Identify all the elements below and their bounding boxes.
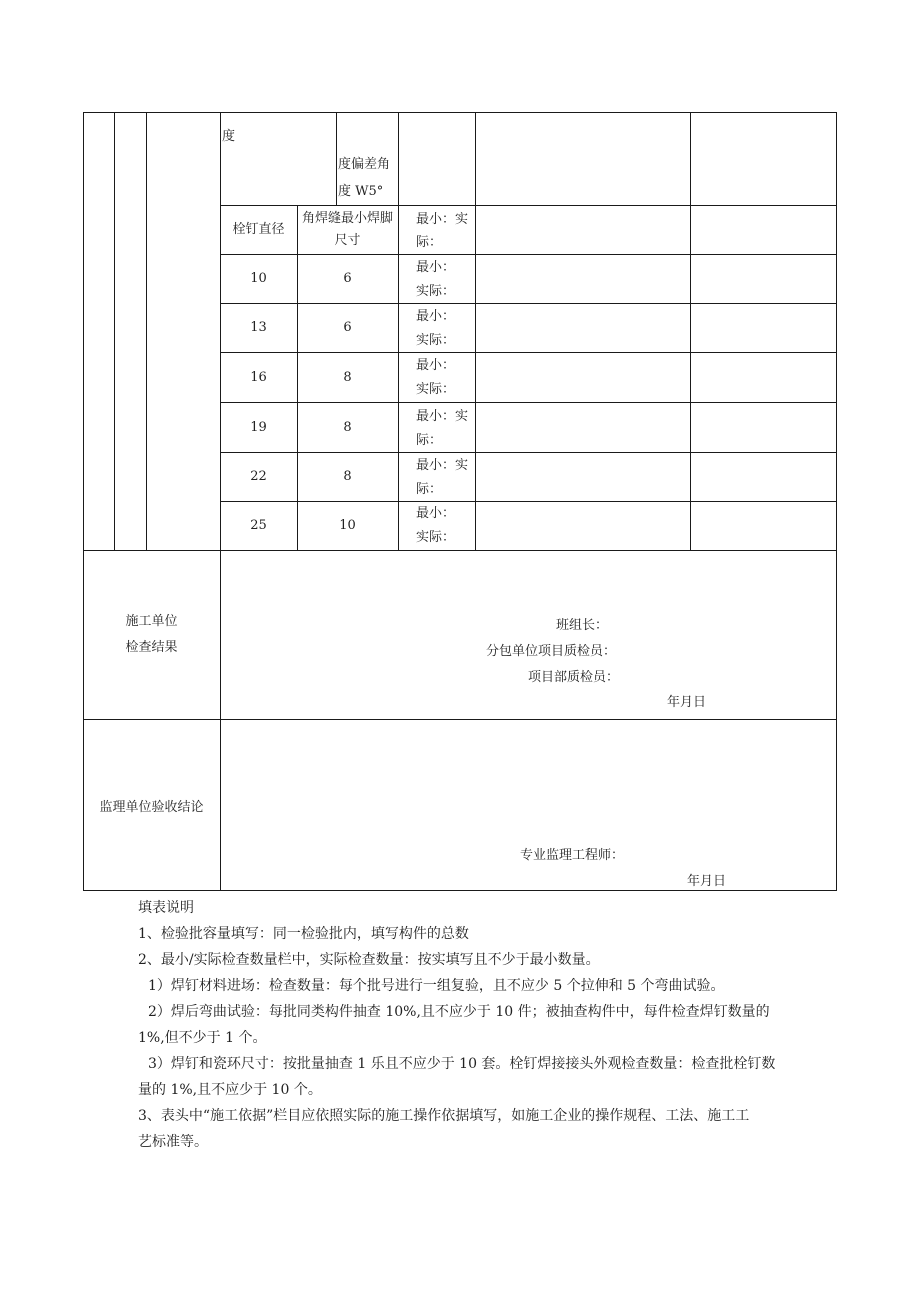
construction-label-line1: 施工单位 bbox=[125, 614, 178, 629]
notes-line: 1、检验批容量填写：同一检验批内，填写构件的总数 bbox=[138, 926, 469, 942]
stud-diameter: 16 bbox=[250, 370, 267, 385]
notes-line: 2）焊后弯曲试验：每批同类构件抽查 10%,且不应少于 10 件；被抽查构件中，每件检查焊钉数量的 bbox=[148, 1004, 770, 1020]
check-actual: 实际： bbox=[416, 382, 456, 397]
check-min: 最小：实 bbox=[416, 409, 469, 424]
stud-diameter: 25 bbox=[250, 518, 267, 533]
notes-line: 1）焊钉材料进场：检查数量：每个批号进行一组复验，且不应少 5 个拉伸和 5 个弯曲试验。 bbox=[148, 978, 725, 994]
team-leader-label: 班组长： bbox=[556, 618, 609, 633]
weld-size: 8 bbox=[343, 370, 352, 385]
header-check-line1: 最小：实 bbox=[416, 212, 469, 227]
check-actual: 际： bbox=[416, 482, 443, 497]
filling-instructions bbox=[138, 895, 838, 1155]
construction-date: 年月日 bbox=[667, 695, 707, 710]
notes-title: 填表说明 bbox=[138, 900, 194, 916]
check-actual: 实际： bbox=[416, 284, 456, 299]
notes-line: 3、表头中“施工依据”栏目应依照实际的施工操作依据填写，如施工企业的操作规程、工法、施工工 bbox=[138, 1108, 750, 1124]
header-stud-diameter: 栓钉直径 bbox=[232, 222, 285, 237]
angle-deviation-line1: 度偏差角 bbox=[338, 157, 391, 172]
notes-line: 量的 1%,且不应少于 10 个。 bbox=[138, 1082, 322, 1098]
supervision-engineer-label: 专业监理工程师： bbox=[520, 848, 625, 863]
header-check-line2: 际： bbox=[416, 235, 443, 250]
header-weld-line1: 角焊缝最小焊脚 bbox=[301, 211, 393, 226]
weld-size: 10 bbox=[339, 518, 356, 533]
check-min: 最小： bbox=[416, 358, 456, 373]
angle-deviation-line2: 度 W5° bbox=[338, 184, 384, 199]
stud-diameter: 13 bbox=[250, 320, 267, 335]
header-weld-line2: 尺寸 bbox=[334, 233, 361, 248]
supervision-date: 年月日 bbox=[687, 874, 727, 889]
dept-inspector-label: 项目部质检员： bbox=[528, 670, 620, 685]
stud-diameter: 10 bbox=[250, 271, 267, 286]
notes-line: 1%,但不少于 1 个。 bbox=[138, 1030, 267, 1046]
check-min: 最小：实 bbox=[416, 458, 469, 473]
sub-inspector-label: 分包单位项目质检员： bbox=[486, 644, 617, 659]
weld-size: 6 bbox=[343, 271, 352, 286]
weld-size: 8 bbox=[343, 469, 352, 484]
check-min: 最小： bbox=[416, 260, 456, 275]
check-actual: 际： bbox=[416, 433, 443, 448]
notes-line: 2、最小/实际检查数量栏中，实际检查数量：按实填写且不少于最小数量。 bbox=[138, 952, 600, 968]
check-min: 最小： bbox=[416, 506, 456, 521]
check-actual: 实际： bbox=[416, 333, 456, 348]
notes-line: 3）焊钉和瓷环尺寸：按批量抽查 1 乐且不应少于 10 套。栓钉焊接接头外观检查数量：检查批栓钉数 bbox=[148, 1056, 776, 1072]
weld-size: 8 bbox=[343, 420, 352, 435]
stud-diameter: 22 bbox=[250, 469, 267, 484]
notes-line: 艺标准等。 bbox=[138, 1134, 208, 1150]
construction-label-line2: 检查结果 bbox=[125, 640, 178, 655]
stud-diameter: 19 bbox=[250, 420, 267, 435]
supervision-label: 监理单位验收结论 bbox=[99, 800, 204, 815]
weld-size: 6 bbox=[343, 320, 352, 335]
check-actual: 实际： bbox=[416, 530, 456, 545]
check-min: 最小： bbox=[416, 309, 456, 324]
top-cell-text: 度 bbox=[222, 129, 236, 144]
